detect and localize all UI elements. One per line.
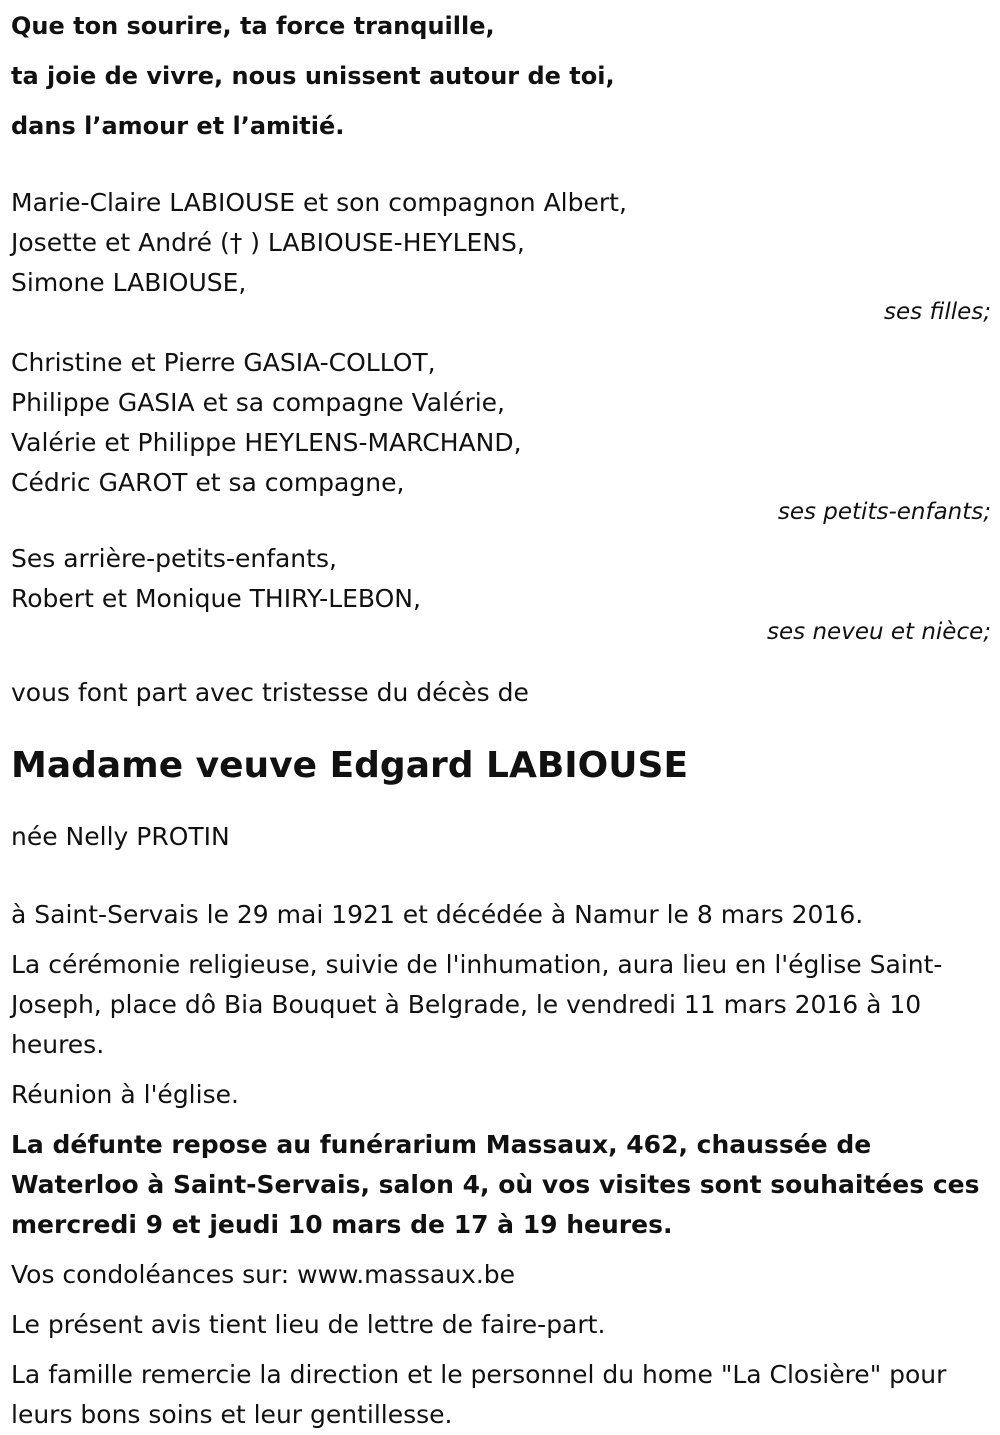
relation-label: ses neveu et nièce; xyxy=(767,619,991,645)
family-line: Ses arrière-petits-enfants, xyxy=(11,544,337,573)
relation-label: ses petits-enfants; xyxy=(777,499,991,525)
obituary-notice xyxy=(11,0,991,1435)
family-line: Valérie et Philippe HEYLENS-MARCHAND, xyxy=(11,428,522,457)
announcement-text: vous font part avec tristesse du décès de xyxy=(11,678,529,707)
family-line: Marie-Claire LABIOUSE et son compagnon Albert, xyxy=(11,188,627,217)
relation-label: ses filles; xyxy=(884,299,991,325)
family-line: Robert et Monique THIRY-LEBON, xyxy=(11,584,421,613)
birth-death-dates: à Saint-Servais le 29 mai 1921 et décédée à Namur le 8 mars 2016. xyxy=(11,900,864,929)
family-group-grandchildren xyxy=(11,343,991,525)
condolences-link: Vos condoléances sur: www.massaux.be xyxy=(11,1260,516,1289)
family-line: Simone LABIOUSE, xyxy=(11,268,247,297)
family-group-nephew-niece xyxy=(11,539,991,645)
opening-quote xyxy=(11,0,991,151)
maiden-name: née Nelly PROTIN xyxy=(11,822,230,851)
quote-line: dans l’amour et l’amitié. xyxy=(11,112,345,140)
quote-line: ta joie de vivre, nous unissent autour de toi, xyxy=(11,62,615,90)
notice-statement: Le présent avis tient lieu de lettre de faire-part. xyxy=(11,1310,606,1339)
family-thanks: La famille remercie la direction et le personnel du home "La Closière" pour leurs bons soins et leur gentillesse. xyxy=(11,1360,947,1429)
ceremony-details: La cérémonie religieuse, suivie de l'inhumation, aura lieu en l'église Saint-Joseph, place dô Bia Bouquet à Belgrade, le vendredi 11 mars 2016 à 10 heures. xyxy=(11,950,943,1059)
deceased-name: Madame veuve Edgard LABIOUSE xyxy=(11,745,689,786)
family-line: Philippe GASIA et sa compagne Valérie, xyxy=(11,388,505,417)
family-line: Christine et Pierre GASIA-COLLOT, xyxy=(11,348,436,377)
funeral-home-details: La défunte repose au funérarium Massaux, 462, chaussée de Waterloo à Saint-Servais, salon 4, où vos visites sont souhaitées ces mercredi 9 et jeudi 10 mars de 17 à 19 heures. xyxy=(11,1130,980,1239)
family-line: Josette et André († ) LABIOUSE-HEYLENS, xyxy=(11,228,525,257)
meeting-place: Réunion à l'église. xyxy=(11,1080,239,1109)
family-line: Cédric GAROT et sa compagne, xyxy=(11,468,405,497)
quote-line: Que ton sourire, ta force tranquille, xyxy=(11,12,495,40)
family-group-daughters xyxy=(11,183,991,325)
